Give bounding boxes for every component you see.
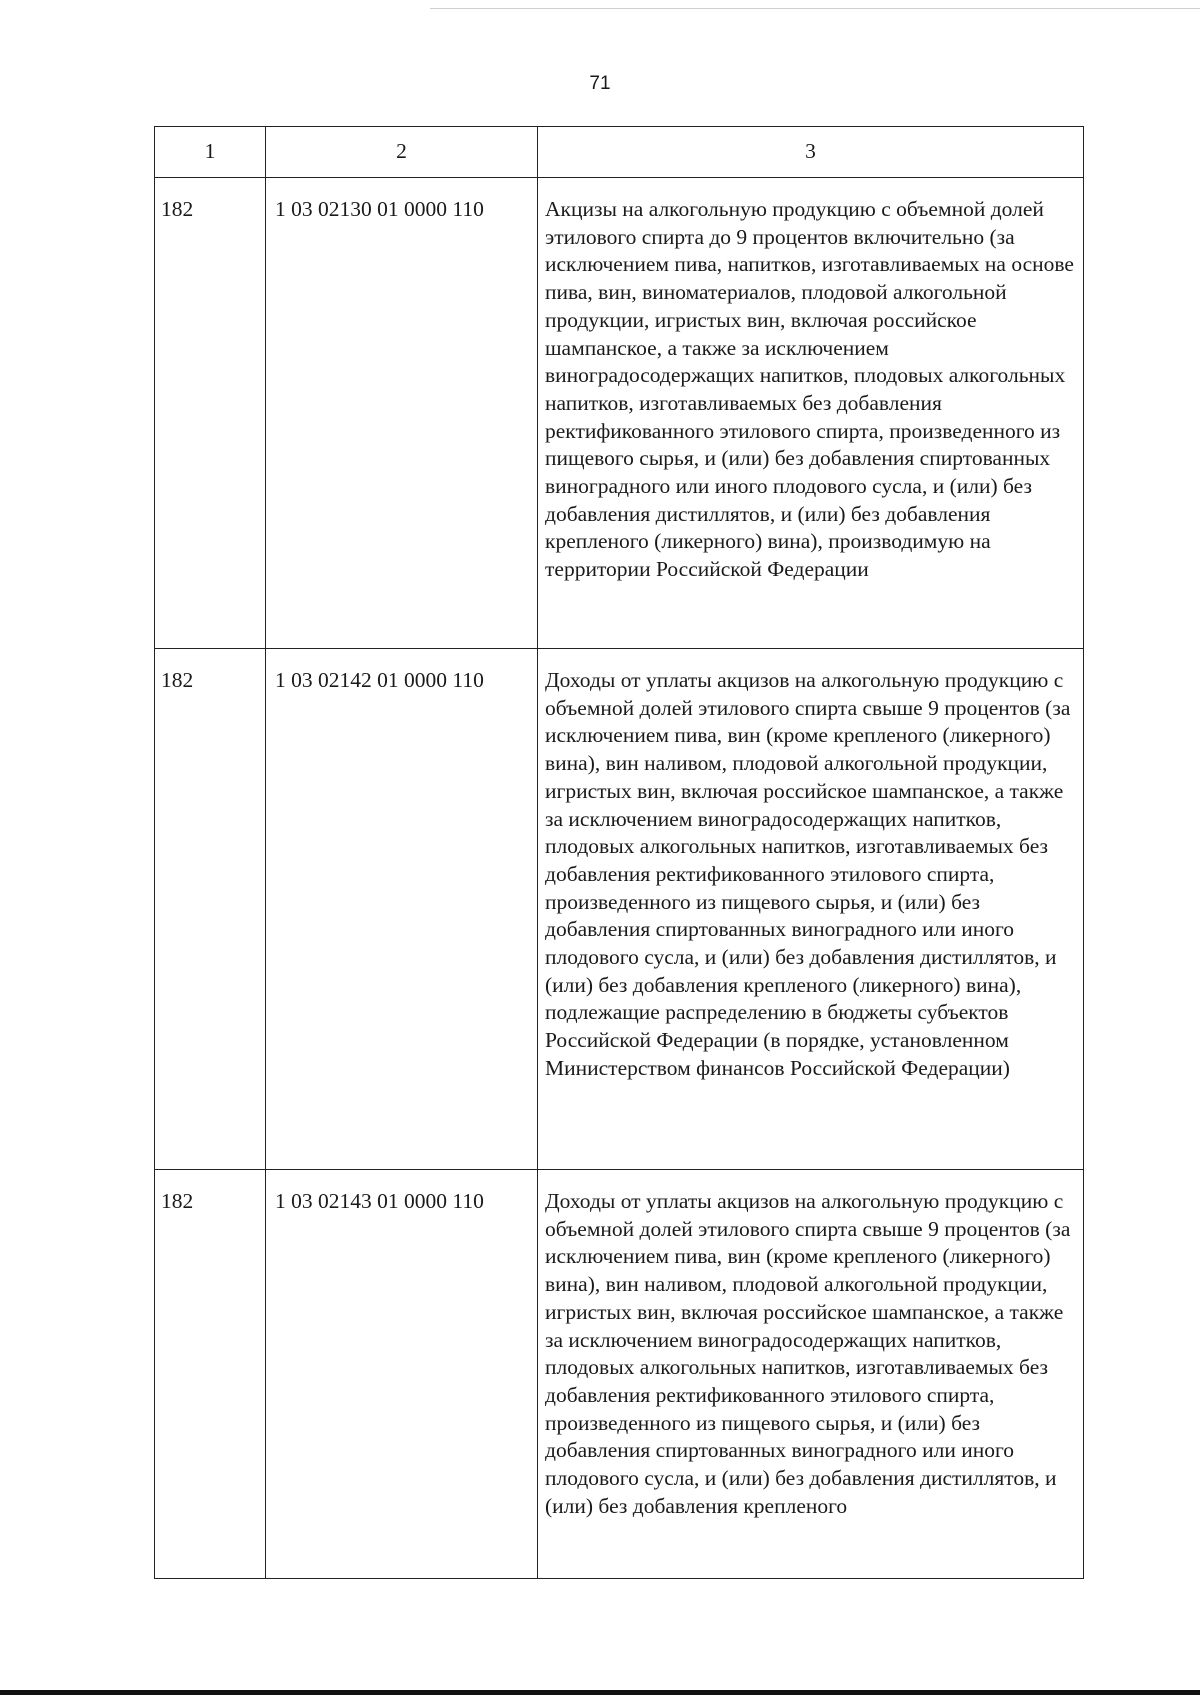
- administrator-code: 182: [155, 649, 266, 1170]
- bottom-scan-edge: [0, 1690, 1200, 1695]
- revenue-description: Доходы от уплаты акцизов на алкогольную продукцию с объемной долей этилового спирта свыше 9 процентов (за исключением пива, вин (кроме крепленого (ликерного) вина), вин наливом, плодовой алкогольной продукции, игристых вин, включая российское шампанское, а также за исключением виноградосодержащих напитков, плодовых алкогольных напитков, изготавливаемых без добавления ректификованного этилового спирта, произведенного из пищевого сырья, и (или) без добавления спиртованных виноградного или иного плодового сусла, и (или) без добавления дистиллятов, и (или) без добавления крепленого: [538, 1170, 1084, 1579]
- page-number: 71: [589, 73, 611, 94]
- column-header-3: 3: [538, 127, 1084, 178]
- table-row: [155, 178, 1084, 649]
- revenue-description: Доходы от уплаты акцизов на алкогольную продукцию с объемной долей этилового спирта свыше 9 процентов (за исключением пива, вин (кроме крепленого (ликерного) вина), вин наливом, плодовой алкогольной продукции, игристых вин, включая российское шампанское, а также за исключением виноградосодержащих напитков, плодовых алкогольных напитков, изготавливаемых без добавления ректификованного этилового спирта, произведенного из пищевого сырья, и (или) без добавления спиртованных виноградного или иного плодового сусла, и (или) без добавления дистиллятов, и (или) без добавления крепленого (ликерного) вина), подлежащие распределению в бюджеты субъектов Российской Федерации (в порядке, установленном Министерством финансов Российской Федерации): [538, 649, 1084, 1170]
- budget-classification-code: 1 03 02130 01 0000 110: [266, 178, 538, 649]
- table-header-row: [155, 127, 1084, 178]
- budget-classification-code: 1 03 02142 01 0000 110: [266, 649, 538, 1170]
- top-scan-rule: [430, 8, 1200, 9]
- revenue-description: Акцизы на алкогольную продукцию с объемной долей этилового спирта до 9 процентов включительно (за исключением пива, напитков, изготавливаемых на основе пива, вин, виноматериалов, плодовой алкогольной продукции, игристых вин, включая российское шампанское, а также за исключением виноградосодержащих напитков, плодовых алкогольных напитков, изготавливаемых без добавления ректификованного этилового спирта, произведенного из пищевого сырья, и (или) без добавления спиртованных виноградного или иного плодового сусла, и (или) без добавления дистиллятов, и (или) без добавления крепленого (ликерного) вина), производимую на территории Российской Федерации: [538, 178, 1084, 649]
- revenue-codes-table: [154, 126, 1084, 1579]
- table-row: [155, 649, 1084, 1170]
- administrator-code: 182: [155, 178, 266, 649]
- column-header-2: 2: [266, 127, 538, 178]
- administrator-code: 182: [155, 1170, 266, 1579]
- table-row: [155, 1170, 1084, 1579]
- column-header-1: 1: [155, 127, 266, 178]
- budget-classification-code: 1 03 02143 01 0000 110: [266, 1170, 538, 1579]
